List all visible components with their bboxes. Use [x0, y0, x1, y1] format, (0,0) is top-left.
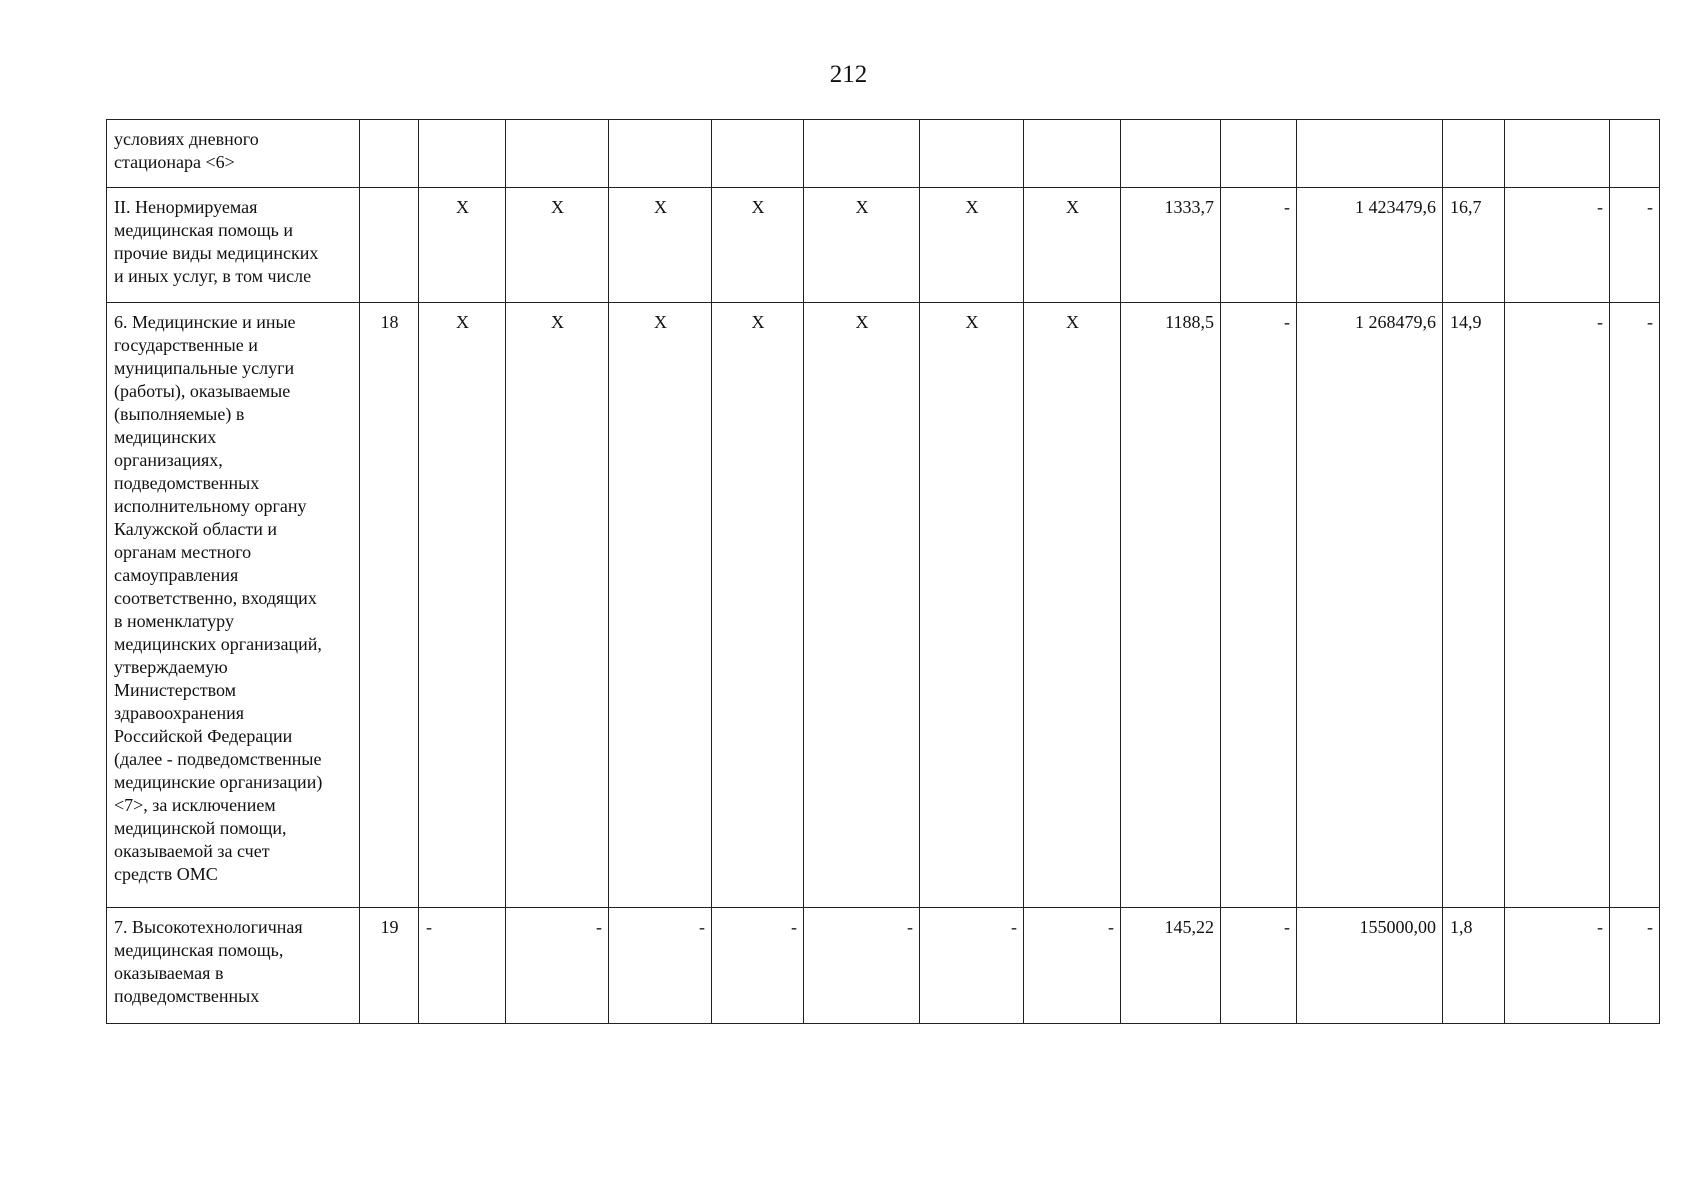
data-cell: - [1024, 908, 1121, 1024]
data-cell: X [609, 303, 712, 908]
data-cell: - [1221, 303, 1297, 908]
data-cell: 1333,7 [1121, 188, 1221, 303]
table-row [107, 303, 1660, 908]
row-name-cell: II. Ненормируемая медицинская помощь и прочие виды медицинских и иных услуг, в том числе [107, 188, 360, 303]
data-cell: - [1505, 188, 1610, 303]
data-cell: 1,8 [1443, 908, 1505, 1024]
data-cell [609, 120, 712, 188]
data-cell: - [419, 908, 506, 1024]
data-cell: - [804, 908, 920, 1024]
data-cell: - [1505, 908, 1610, 1024]
data-cell: 1 423479,6 [1297, 188, 1443, 303]
data-cell [804, 120, 920, 188]
data-cell: 14,9 [1443, 303, 1505, 908]
data-cell [920, 120, 1024, 188]
table-row [107, 188, 1660, 303]
data-cell: X [712, 188, 804, 303]
data-cell: X [419, 188, 506, 303]
data-cell [712, 120, 804, 188]
table-row [107, 120, 1660, 188]
page-number: 212 [829, 61, 868, 88]
data-cell: X [712, 303, 804, 908]
data-cell: 145,22 [1121, 908, 1221, 1024]
data-cell: X [804, 303, 920, 908]
data-cell: X [804, 188, 920, 303]
data-cell [419, 120, 506, 188]
data-cell: X [506, 303, 609, 908]
data-cell: - [1610, 303, 1660, 908]
data-cell: - [506, 908, 609, 1024]
data-cell [1505, 120, 1610, 188]
data-cell: X [419, 303, 506, 908]
data-cell: - [1610, 908, 1660, 1024]
data-cell: X [1024, 188, 1121, 303]
financing-table [106, 119, 1660, 1024]
data-cell [1443, 120, 1505, 188]
data-cell: X [609, 188, 712, 303]
data-cell: 16,7 [1443, 188, 1505, 303]
table-row [107, 908, 1660, 1024]
data-cell: X [1024, 303, 1121, 908]
data-cell: - [1505, 303, 1610, 908]
data-cell: - [712, 908, 804, 1024]
data-cell: - [1221, 188, 1297, 303]
row-name-cell: 7. Высокотехнологичная медицинская помощь, оказываемая в подведомственных [107, 908, 360, 1024]
data-cell [1297, 120, 1443, 188]
data-cell: 1 268479,6 [1297, 303, 1443, 908]
data-cell [1610, 120, 1660, 188]
data-cell: 1188,5 [1121, 303, 1221, 908]
row-code-cell: 19 [360, 908, 419, 1024]
data-cell: - [920, 908, 1024, 1024]
data-cell: X [506, 188, 609, 303]
row-code-cell [360, 188, 419, 303]
data-cell [506, 120, 609, 188]
data-cell: X [920, 303, 1024, 908]
data-cell [1221, 120, 1297, 188]
row-code-cell: 18 [360, 303, 419, 908]
data-cell: 155000,00 [1297, 908, 1443, 1024]
data-cell: - [609, 908, 712, 1024]
data-cell: X [920, 188, 1024, 303]
row-name-cell: 6. Медицинские и иные государственные и муниципальные услуги (работы), оказываемые (выполняемые) в медицинских организациях, подведомственных исполнительному органу Калужской области и органам местного самоуправления соответственно, входящих в номенклатуру медицинских организаций, утверждаемую Министерством здравоохранения Российской Федерации (далее - подведомственные медицинские организации) <7>, за исключением медицинской помощи, оказываемой за счет средств ОМС [107, 303, 360, 908]
row-code-cell [360, 120, 419, 188]
data-cell [1121, 120, 1221, 188]
data-cell: - [1610, 188, 1660, 303]
row-name-cell: условиях дневного стационара <6> [107, 120, 360, 188]
data-cell: - [1221, 908, 1297, 1024]
data-cell [1024, 120, 1121, 188]
